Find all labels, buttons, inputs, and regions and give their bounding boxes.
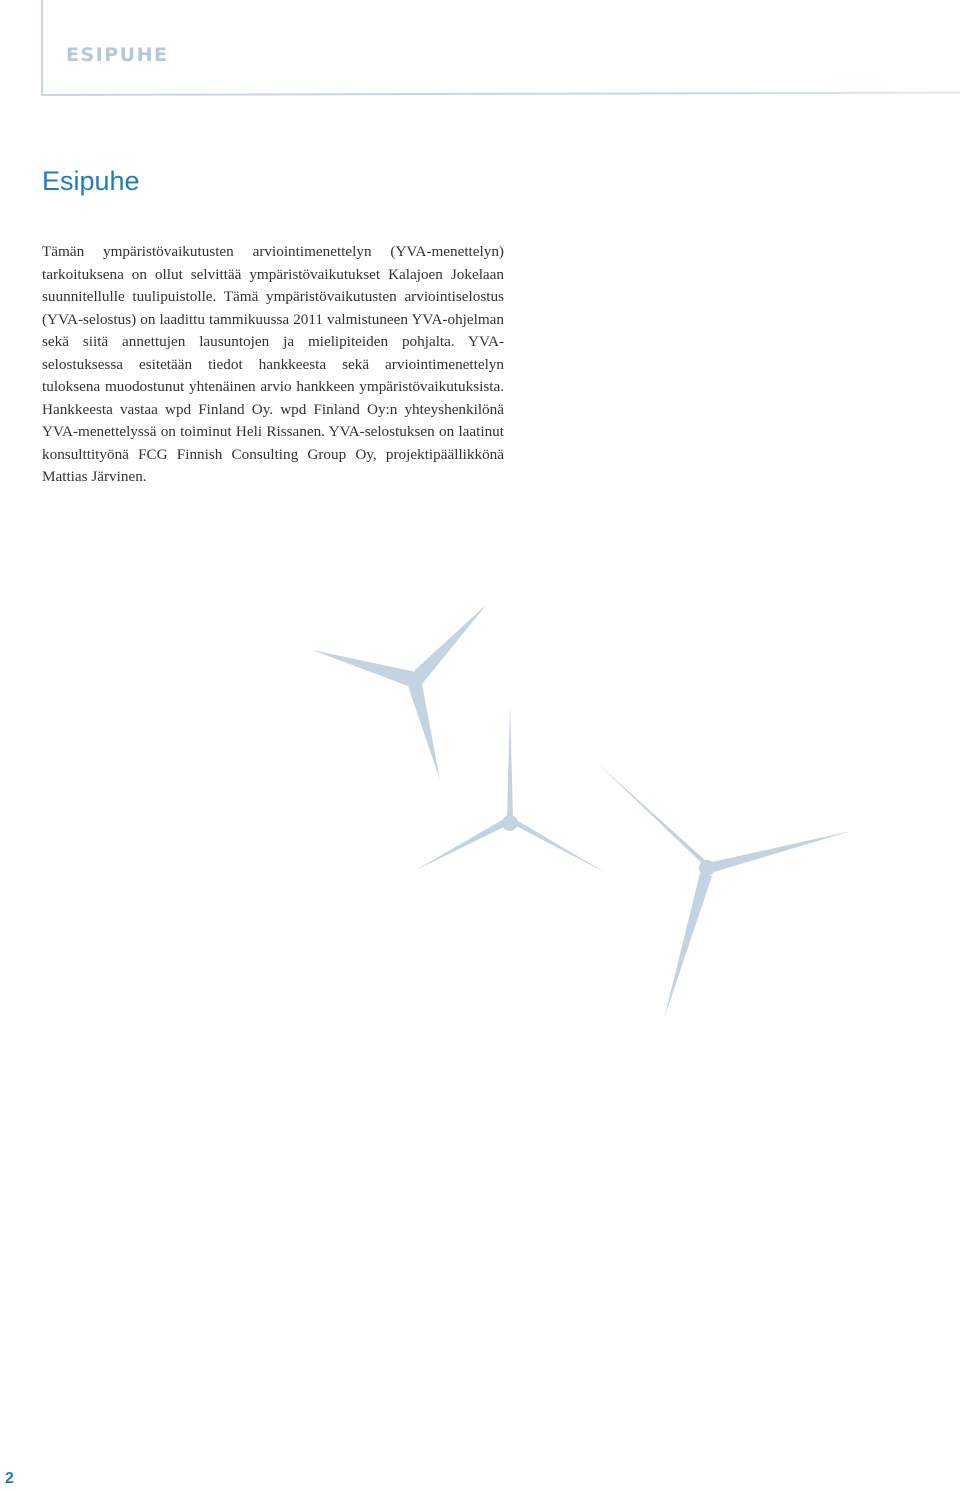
- rotor-hub: [502, 815, 518, 831]
- header-frame: [41, 0, 960, 96]
- page-number: 2: [5, 1470, 14, 1487]
- rotor-blade: [507, 706, 513, 818]
- body-paragraph: Tämän ympäristövaikutusten arviointimenettelyn (YVA-menettelyn) tarkoituksena on ollut selvittää ympäristövaikutukset Kalajoen Jokelaan suunnitellulle tuulipuistolle. Tämä ympäristövaikutusten arviointiselostus (YVA-selostus) on laadittu tammikuussa 2011 valmistuneen YVA-ohjelman sekä siitä annettujen lausuntojen ja mielipiteiden pohjalta. YVA-selostuksessa esitetään tiedot hankkeesta sekä arviointimenettelyn tuloksena muodostunut yhtenäinen arvio hankkeen ympäristövaikutuksista. Hankkeesta vastaa wpd Finland Oy. wpd Finland Oy:n yhteyshenkilönä YVA-menettelyssä on toiminut Heli Rissanen. YVA-selostuksen on laatinut konsulttityönä FCG Finnish Consulting Group Oy, projektipäällikkönä Mattias Järvinen.: [42, 243, 504, 485]
- turbine-decoration: [0, 580, 960, 1040]
- rotor-blade: [408, 678, 440, 780]
- wind-turbine-rotor-icon: [596, 762, 851, 1019]
- rotor-blade: [513, 818, 606, 873]
- rotor-blade: [712, 831, 851, 872]
- rotor-blade: [664, 873, 712, 1019]
- wind-turbine-rotor-icon: [414, 706, 606, 873]
- wind-turbine-rotor-icon: [312, 604, 487, 780]
- rotor-hub: [407, 672, 421, 686]
- rotor-blade: [596, 762, 711, 872]
- rotor-blade: [411, 604, 487, 684]
- rotor-blade: [312, 650, 416, 686]
- rotor-hub: [699, 860, 715, 876]
- running-head: ESIPUHE: [66, 44, 169, 66]
- rotor-blade: [414, 820, 506, 871]
- page-title: Esipuhe: [42, 166, 140, 196]
